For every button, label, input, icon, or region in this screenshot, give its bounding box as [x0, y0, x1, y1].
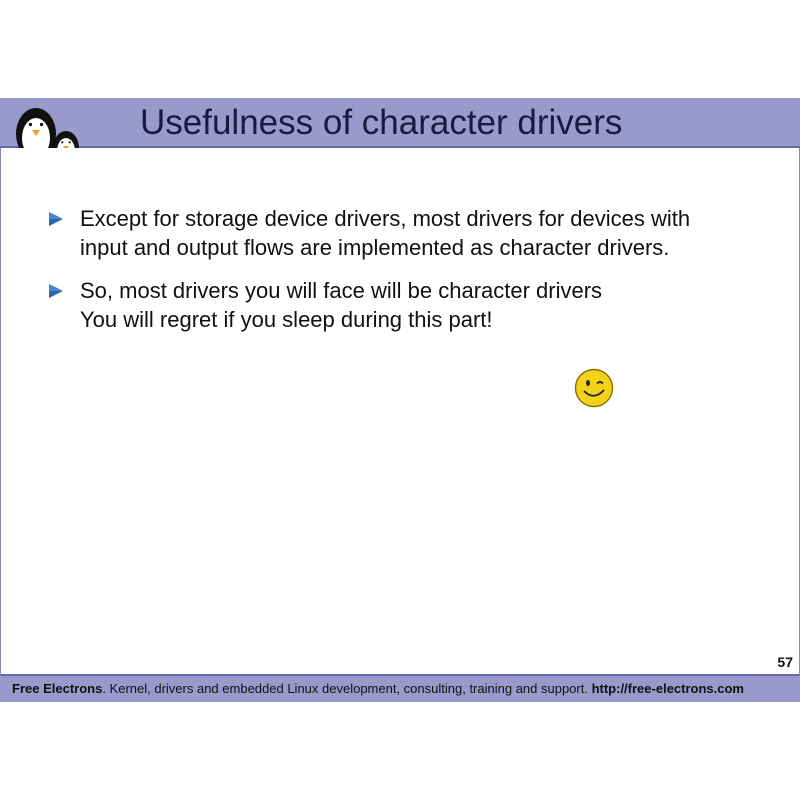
bullet-item: [47, 276, 777, 334]
slide-body: [0, 148, 800, 676]
triangle-bullet-icon: [47, 210, 65, 228]
bullet-text-line: input and output flows are implemented as character drivers.: [80, 235, 670, 260]
footer-bar: [0, 676, 800, 702]
bullet-text-line: You will regret if you sleep during this part!: [80, 307, 493, 332]
footer-brand: Free Electrons: [12, 681, 103, 696]
bullet-text-line: So, most drivers you will face will be character drivers: [80, 278, 603, 303]
bullet-item: [47, 204, 777, 262]
title-bar: [0, 98, 800, 148]
footer-text: [12, 681, 744, 696]
footer-description: . Kernel, drivers and embedded Linux development, consulting, training and support.: [102, 681, 592, 696]
page-number: 57: [777, 654, 793, 670]
bullet-list: [47, 204, 777, 348]
bullet-text-line: Except for storage device drivers, most drivers for devices with: [80, 206, 691, 231]
winking-smiley-icon: [573, 367, 615, 409]
triangle-bullet-icon: [47, 282, 65, 300]
slide-title: Usefulness of character drivers: [140, 103, 623, 142]
slide: [0, 98, 800, 702]
footer-url-link[interactable]: http://free-electrons.com: [591, 681, 744, 696]
